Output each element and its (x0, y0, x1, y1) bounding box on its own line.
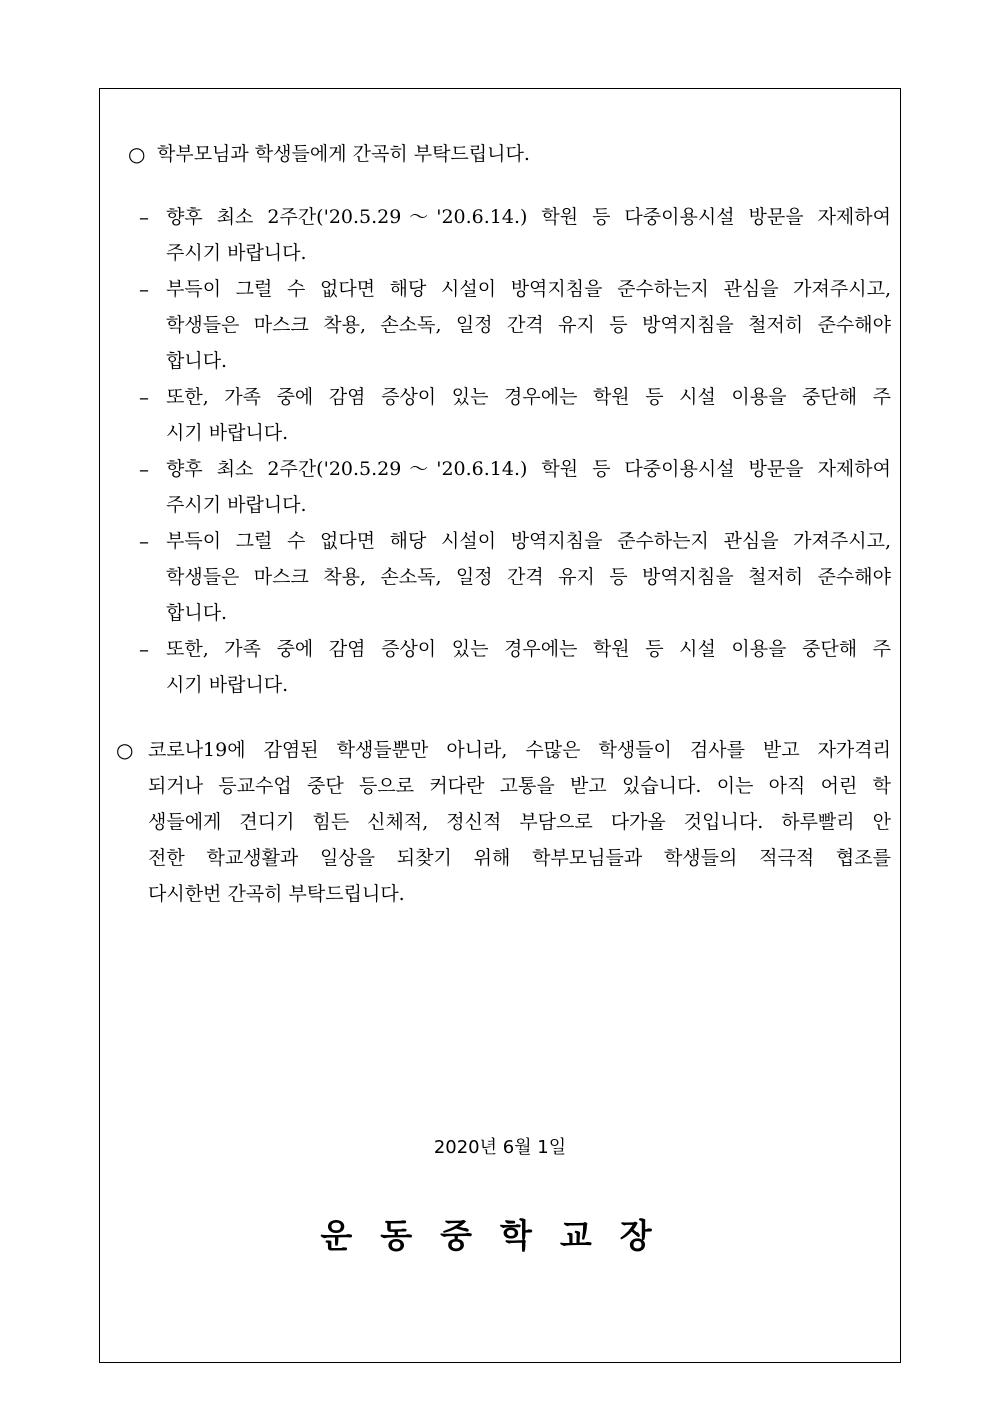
document-date: 2020년 6월 1일 (433, 1137, 567, 1158)
dash-marker: – (139, 637, 149, 661)
closing-line: 생들에게 견디기 힘든 신체적, 정신적 부담으로 다가올 것입니다. 하루빨리 안 (148, 811, 891, 833)
closing-circle-marker: ○ (116, 738, 134, 762)
school-principal-signature: 운동중학교장 (320, 1216, 680, 1255)
bullet-line: 합니다. (166, 602, 228, 624)
heading-text: 학부모님과 학생들에게 간곡히 부탁드립니다. (157, 143, 530, 165)
dash-marker: – (139, 277, 149, 301)
bullet-line: 또한, 가족 중에 감염 증상이 있는 경우에는 학원 등 시설 이용을 중단해 주 (166, 638, 891, 660)
bullet-line: 주시기 바랍니다. (166, 494, 307, 516)
heading-circle-marker: ○ (128, 142, 146, 166)
bullet-line: 시기 바랍니다. (166, 422, 289, 444)
bullet-line: 향후 최소 2주간('20.5.29～'20.6.14.) 학원 등 다중이용시설 방문을 자제하여 (166, 206, 891, 228)
closing-line: 코로나19에 감염된 학생들뿐만 아니라, 수많은 학생들이 검사를 받고 자가격리 (148, 739, 891, 761)
closing-line: 전한 학교생활과 일상을 되찾기 위해 학부모님들과 학생들의 적극적 협조를 (148, 847, 891, 869)
dash-marker: – (139, 385, 149, 409)
dash-marker: – (139, 457, 149, 481)
bullet-line: 학생들은 마스크 착용, 손소독, 일정 간격 유지 등 방역지침을 철저히 준수해야 (166, 314, 891, 336)
bullet-line: 학생들은 마스크 착용, 손소독, 일정 간격 유지 등 방역지침을 철저히 준수해야 (166, 566, 891, 588)
dash-marker: – (139, 529, 149, 553)
bullet-line: 부득이 그럴 수 없다면 해당 시설이 방역지침을 준수하는지 관심을 가져주시고, (166, 530, 891, 552)
dash-marker: – (139, 205, 149, 229)
bullet-line: 시기 바랍니다. (166, 674, 289, 696)
bullet-line: 향후 최소 2주간('20.5.29～'20.6.14.) 학원 등 다중이용시설 방문을 자제하여 (166, 458, 891, 480)
bullet-line: 합니다. (166, 350, 228, 372)
bullet-line: 부득이 그럴 수 없다면 해당 시설이 방역지침을 준수하는지 관심을 가져주시고, (166, 278, 891, 300)
closing-line: 되거나 등교수업 중단 등으로 커다란 고통을 받고 있습니다. 이는 아직 어린 학 (148, 775, 891, 797)
closing-line: 다시한번 간곡히 부탁드립니다. (148, 883, 405, 905)
bullet-line: 또한, 가족 중에 감염 증상이 있는 경우에는 학원 등 시설 이용을 중단해 주 (166, 386, 891, 408)
bullet-line: 주시기 바랍니다. (166, 242, 307, 264)
